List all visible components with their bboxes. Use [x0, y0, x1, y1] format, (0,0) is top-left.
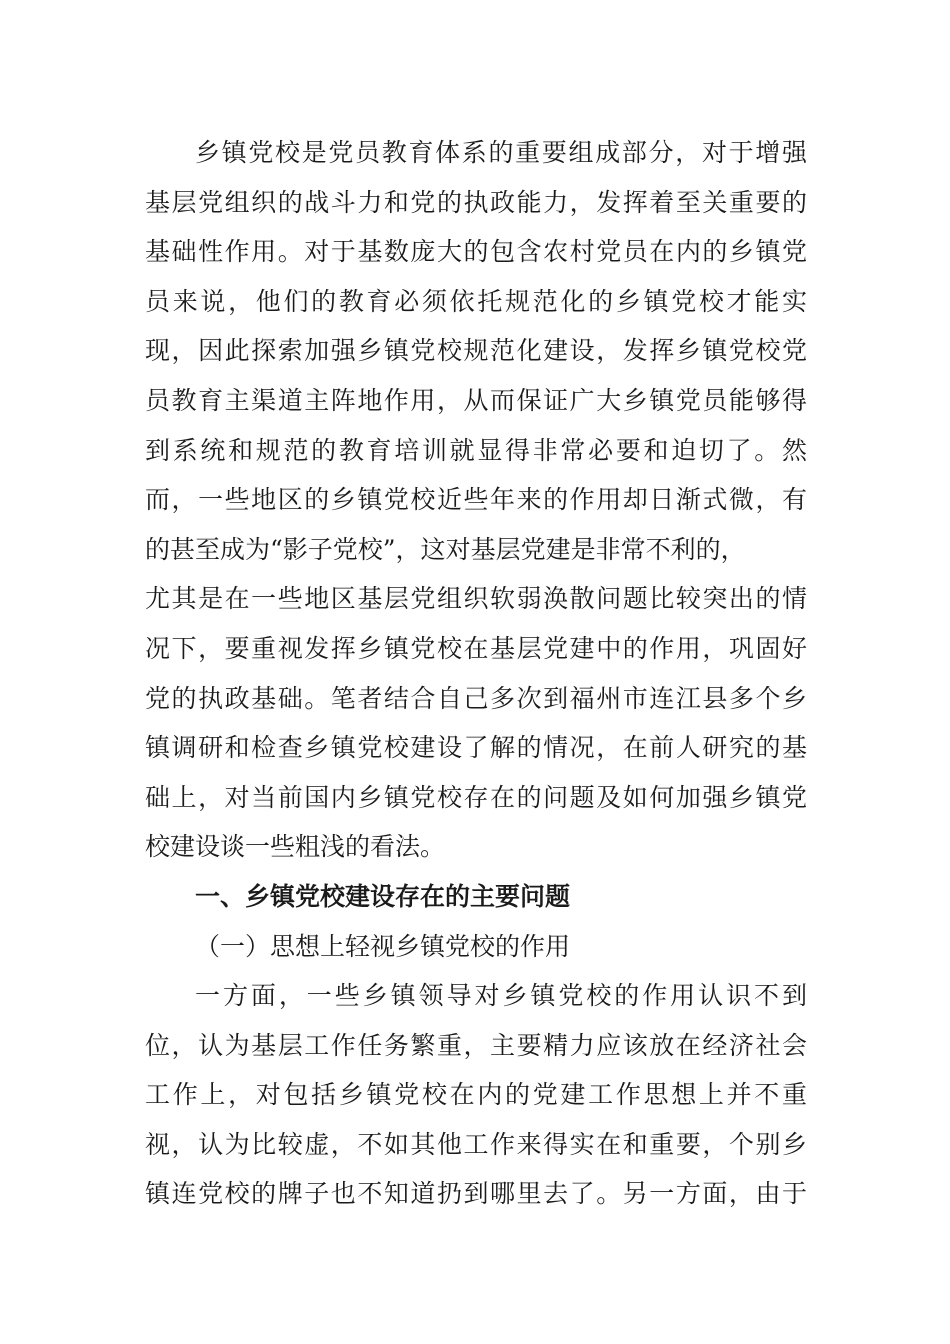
- paragraph-line: 镇连党校的牌子也不知道扔到哪里去了。另一方面，由于: [145, 1179, 807, 1209]
- subsection-heading: （一）思想上轻视乡镇党校的作用: [195, 931, 571, 961]
- paragraph-line: 工作上，对包括乡镇党校在内的党建工作思想上并不重: [145, 1080, 807, 1110]
- paragraph-line: 员教育主渠道主阵地作用，从而保证广大乡镇党员能够得: [145, 385, 807, 415]
- intro-paragraph: [145, 128, 807, 872]
- paragraph-line: 视，认为比较虚，不如其他工作来得实在和重要，个别乡: [145, 1129, 807, 1159]
- paragraph-line: 基础性作用。对于基数庞大的包含农村党员在内的乡镇党: [145, 237, 807, 267]
- paragraph-line: 础上，对当前国内乡镇党校存在的问题及如何加强乡镇党: [145, 782, 807, 812]
- paragraph-line: 现，因此探索加强乡镇党校规范化建设，发挥乡镇党校党: [145, 336, 807, 366]
- paragraph-line: 基层党组织的战斗力和党的执政能力，发挥着至关重要的: [145, 187, 807, 217]
- paragraph-line: 位，认为基层工作任务繁重，主要精力应该放在经济社会: [145, 1030, 807, 1060]
- section-heading: 一、乡镇党校建设存在的主要问题: [195, 881, 571, 911]
- paragraph-line: 尤其是在一些地区基层党组织软弱涣散问题比较突出的情: [145, 584, 807, 614]
- body-paragraph: [145, 971, 807, 1219]
- document-body: [145, 128, 807, 1219]
- paragraph-line: 校建设谈一些粗浅的看法。: [145, 832, 446, 862]
- paragraph-line: 员来说，他们的教育必须依托规范化的乡镇党校才能实: [145, 286, 807, 316]
- paragraph-line: 到系统和规范的教育培训就显得非常必要和迫切了。然: [145, 435, 807, 465]
- paragraph-line: 镇调研和检查乡镇党校建设了解的情况，在前人研究的基: [145, 733, 807, 763]
- paragraph-line: 党的执政基础。笔者结合自己多次到福州市连江县多个乡: [145, 683, 807, 713]
- paragraph-line: 一方面，一些乡镇领导对乡镇党校的作用认识不到: [195, 981, 807, 1011]
- paragraph-line: 的甚至成为“影子党校”，这对基层党建是非常不利的，: [145, 534, 746, 564]
- paragraph-line: 乡镇党校是党员教育体系的重要组成部分，对于增强: [195, 138, 807, 167]
- paragraph-line: 况下，要重视发挥乡镇党校在基层党建中的作用，巩固好: [145, 633, 807, 663]
- paragraph-line: 而，一些地区的乡镇党校近些年来的作用却日渐式微，有: [145, 485, 807, 515]
